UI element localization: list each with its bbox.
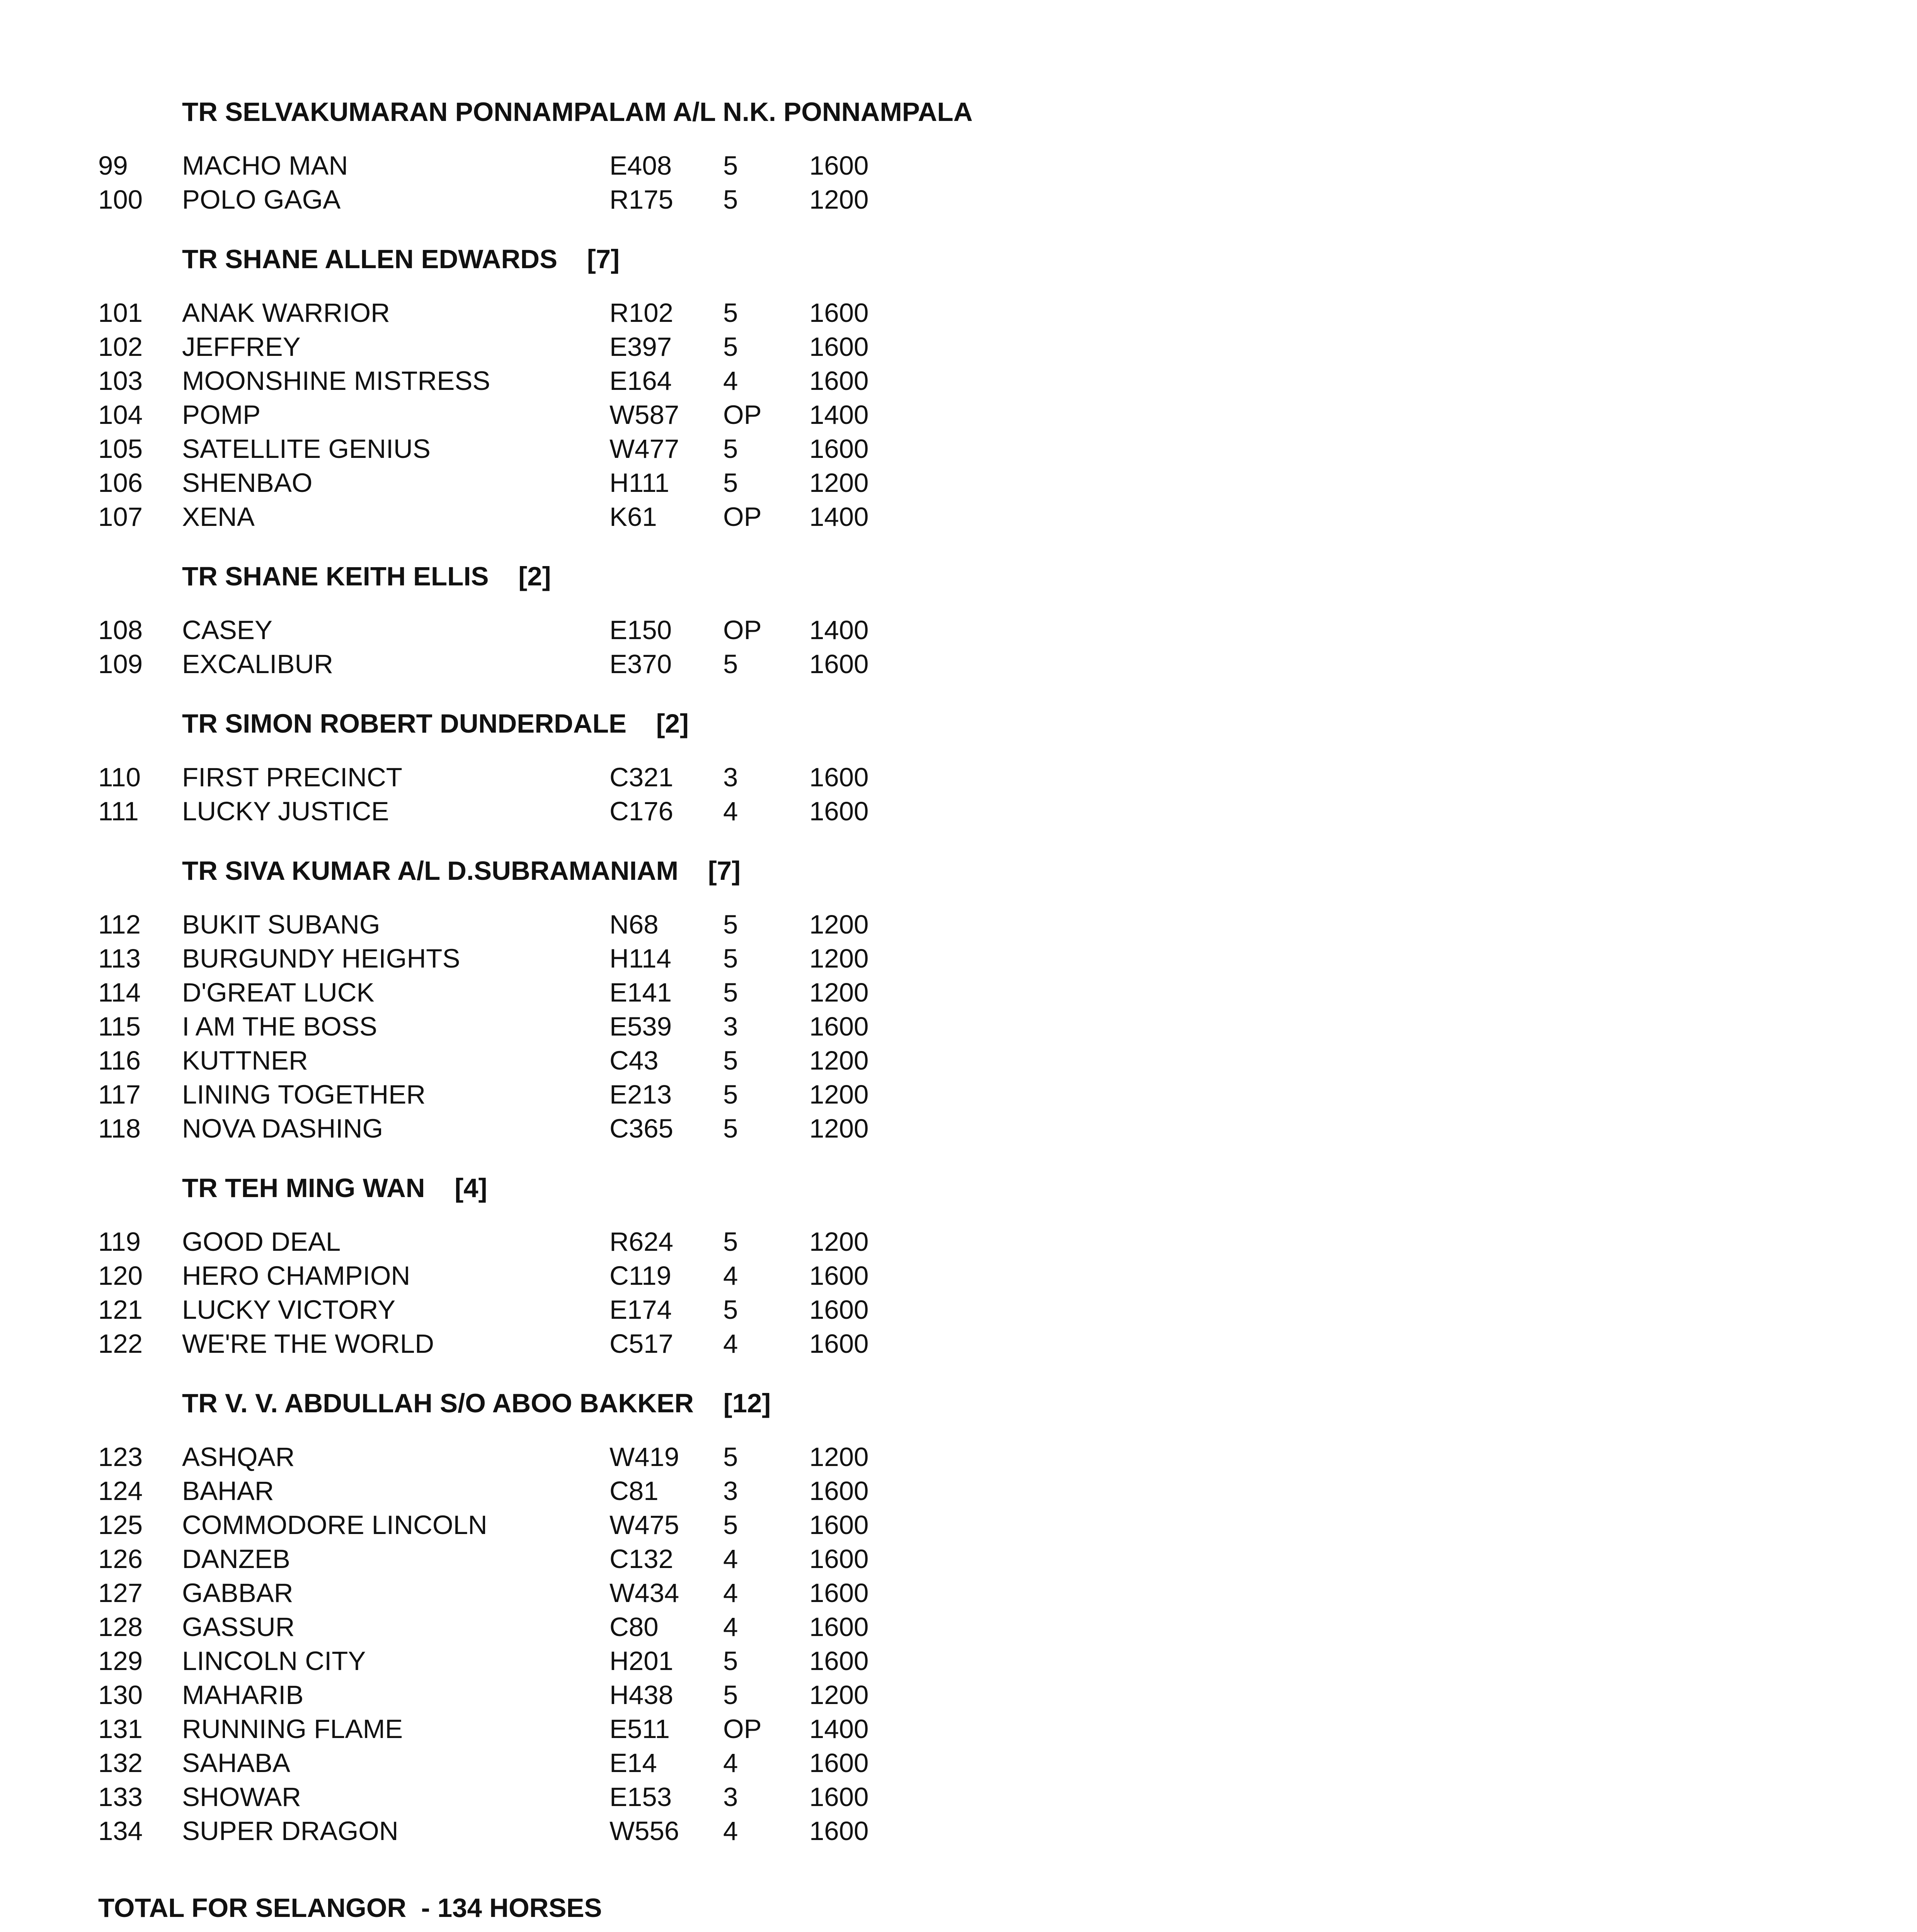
horse-class: 5 <box>723 1646 738 1676</box>
horse-code: H114 <box>609 944 671 973</box>
horse-code: C119 <box>609 1261 671 1291</box>
horse-code: W419 <box>609 1442 679 1472</box>
horse-name: GOOD DEAL <box>182 1227 341 1257</box>
horse-class: 3 <box>723 1476 738 1506</box>
horse-distance: 1600 <box>809 1510 869 1540</box>
horse-number: 134 <box>98 1816 143 1846</box>
horse-distance: 1200 <box>809 1114 869 1143</box>
horse-distance: 1600 <box>809 1295 869 1325</box>
horse-code: C43 <box>609 1046 659 1075</box>
horse-code: E153 <box>609 1782 672 1812</box>
horse-number: 107 <box>98 502 143 532</box>
horse-code: C321 <box>609 762 673 792</box>
horse-name: BURGUNDY HEIGHTS <box>182 944 460 973</box>
horse-number: 109 <box>98 649 143 679</box>
horse-distance: 1600 <box>809 1261 869 1291</box>
horse-name: GABBAR <box>182 1578 293 1608</box>
horse-number: 113 <box>98 944 141 973</box>
horse-class: 3 <box>723 1782 738 1812</box>
horse-name: LINCOLN CITY <box>182 1646 366 1676</box>
horse-name: LUCKY VICTORY <box>182 1295 396 1325</box>
horse-distance: 1200 <box>809 1680 869 1710</box>
horse-code: E397 <box>609 332 672 362</box>
horse-class: 5 <box>723 649 738 679</box>
horse-number: 116 <box>98 1046 141 1075</box>
horse-code: C80 <box>609 1612 659 1642</box>
horse-number: 120 <box>98 1261 143 1291</box>
horse-class: 5 <box>723 944 738 973</box>
trainer-heading: TR V. V. ABDULLAH S/O ABOO BAKKER [12] <box>182 1388 771 1418</box>
horse-distance: 1600 <box>809 1012 869 1041</box>
horse-distance: 1400 <box>809 1714 869 1744</box>
horse-distance: 1600 <box>809 796 869 826</box>
horse-number: 101 <box>98 298 143 328</box>
horse-distance: 1400 <box>809 400 869 430</box>
horse-code: E150 <box>609 615 672 645</box>
horse-distance: 1600 <box>809 298 869 328</box>
horse-code: W556 <box>609 1816 679 1846</box>
horse-number: 121 <box>98 1295 143 1325</box>
horse-class: 5 <box>723 298 738 328</box>
horse-number: 100 <box>98 185 143 214</box>
horse-code: E539 <box>609 1012 672 1041</box>
horse-class: 5 <box>723 1442 738 1472</box>
horse-number: 133 <box>98 1782 143 1812</box>
horse-number: 102 <box>98 332 143 362</box>
horse-name: JEFFREY <box>182 332 301 362</box>
horse-code: E141 <box>609 978 672 1007</box>
horse-distance: 1600 <box>809 1329 869 1359</box>
horse-name: MAHARIB <box>182 1680 304 1710</box>
horse-number: 119 <box>98 1227 141 1257</box>
total-summary: TOTAL FOR SELANGOR - 134 HORSES <box>98 1893 602 1923</box>
horse-name: FIRST PRECINCT <box>182 762 402 792</box>
horse-distance: 1200 <box>809 1080 869 1109</box>
horse-name: ASHQAR <box>182 1442 295 1472</box>
horse-distance: 1200 <box>809 1046 869 1075</box>
trainer-heading: TR SIVA KUMAR A/L D.SUBRAMANIAM [7] <box>182 856 741 886</box>
horse-class: 5 <box>723 1080 738 1109</box>
horse-class: 5 <box>723 185 738 214</box>
horse-number: 130 <box>98 1680 143 1710</box>
horse-code: W434 <box>609 1578 679 1608</box>
horse-class: 4 <box>723 1329 738 1359</box>
horse-distance: 1200 <box>809 1442 869 1472</box>
horse-name: SAHABA <box>182 1748 290 1778</box>
horse-name: COMMODORE LINCOLN <box>182 1510 487 1540</box>
horse-number: 114 <box>98 978 141 1007</box>
horse-name: SATELLITE GENIUS <box>182 434 431 464</box>
horse-name: KUTTNER <box>182 1046 308 1075</box>
horse-code: R175 <box>609 185 673 214</box>
horse-code: E511 <box>609 1714 670 1744</box>
trainer-heading: TR SHANE KEITH ELLIS [2] <box>182 561 551 591</box>
horse-class: 5 <box>723 1510 738 1540</box>
horse-code: W475 <box>609 1510 679 1540</box>
horse-distance: 1600 <box>809 366 869 396</box>
horse-name: SUPER DRAGON <box>182 1816 398 1846</box>
horse-name: RUNNING FLAME <box>182 1714 403 1744</box>
trainer-heading: TR SIMON ROBERT DUNDERDALE [2] <box>182 709 689 738</box>
horse-class: OP <box>723 1714 762 1744</box>
horse-name: BAHAR <box>182 1476 274 1506</box>
horse-class: 5 <box>723 151 738 180</box>
horse-distance: 1200 <box>809 185 869 214</box>
horse-code: C176 <box>609 796 673 826</box>
horse-class: 4 <box>723 366 738 396</box>
horse-distance: 1600 <box>809 1578 869 1608</box>
horse-distance: 1200 <box>809 944 869 973</box>
horse-name: BUKIT SUBANG <box>182 910 380 939</box>
horse-number: 124 <box>98 1476 143 1506</box>
horse-name: POLO GAGA <box>182 185 341 214</box>
horse-distance: 1600 <box>809 1816 869 1846</box>
horse-distance: 1600 <box>809 434 869 464</box>
horse-distance: 1200 <box>809 978 869 1007</box>
horse-number: 117 <box>98 1080 141 1109</box>
trainer-heading: TR SELVAKUMARAN PONNAMPALAM A/L N.K. PONNAMPALA <box>182 97 973 127</box>
horse-name: MACHO MAN <box>182 151 348 180</box>
horse-number: 99 <box>98 151 128 180</box>
horse-number: 125 <box>98 1510 143 1540</box>
horse-number: 123 <box>98 1442 143 1472</box>
trainer-heading: TR SHANE ALLEN EDWARDS [7] <box>182 244 620 274</box>
horse-number: 132 <box>98 1748 143 1778</box>
horse-distance: 1200 <box>809 468 869 498</box>
horse-code: W587 <box>609 400 679 430</box>
horse-name: LUCKY JUSTICE <box>182 796 389 826</box>
horse-code: E213 <box>609 1080 672 1109</box>
horse-class: OP <box>723 615 762 645</box>
horse-class: 5 <box>723 434 738 464</box>
horse-number: 115 <box>98 1012 141 1041</box>
horse-class: 5 <box>723 910 738 939</box>
horse-number: 112 <box>98 910 141 939</box>
horse-distance: 1600 <box>809 649 869 679</box>
horse-class: 4 <box>723 1578 738 1608</box>
horse-distance: 1600 <box>809 1646 869 1676</box>
horse-name: NOVA DASHING <box>182 1114 383 1143</box>
horse-number: 122 <box>98 1329 143 1359</box>
horse-class: 5 <box>723 1680 738 1710</box>
horse-number: 127 <box>98 1578 143 1608</box>
horse-distance: 1600 <box>809 151 869 180</box>
horse-name: WE'RE THE WORLD <box>182 1329 434 1359</box>
horse-code: W477 <box>609 434 679 464</box>
horse-distance: 1600 <box>809 1612 869 1642</box>
horse-number: 129 <box>98 1646 143 1676</box>
horse-name: DANZEB <box>182 1544 290 1574</box>
trainer-heading: TR TEH MING WAN [4] <box>182 1173 487 1203</box>
horse-class: OP <box>723 502 762 532</box>
horse-number: 128 <box>98 1612 143 1642</box>
horse-class: 3 <box>723 1012 738 1041</box>
horse-distance: 1600 <box>809 762 869 792</box>
horse-distance: 1600 <box>809 1476 869 1506</box>
horse-code: C81 <box>609 1476 659 1506</box>
horse-name: POMP <box>182 400 261 430</box>
horse-name: LINING TOGETHER <box>182 1080 426 1109</box>
horse-class: 4 <box>723 1816 738 1846</box>
horse-name: GASSUR <box>182 1612 295 1642</box>
horse-code: E164 <box>609 366 672 396</box>
horse-name: HERO CHAMPION <box>182 1261 410 1291</box>
horse-number: 111 <box>98 796 139 826</box>
horse-distance: 1400 <box>809 615 869 645</box>
horse-class: 5 <box>723 468 738 498</box>
horse-number: 110 <box>98 762 141 792</box>
horse-number: 104 <box>98 400 143 430</box>
horse-name: CASEY <box>182 615 272 645</box>
horse-name: I AM THE BOSS <box>182 1012 377 1041</box>
horse-code: C365 <box>609 1114 673 1143</box>
horse-number: 118 <box>98 1114 141 1143</box>
horse-distance: 1600 <box>809 332 869 362</box>
horse-class: 4 <box>723 1748 738 1778</box>
horse-number: 103 <box>98 366 143 396</box>
horse-number: 108 <box>98 615 143 645</box>
horse-class: 5 <box>723 1295 738 1325</box>
horse-number: 126 <box>98 1544 143 1574</box>
horse-class: 4 <box>723 1544 738 1574</box>
horse-distance: 1200 <box>809 910 869 939</box>
horse-name: D'GREAT LUCK <box>182 978 375 1007</box>
horse-class: 5 <box>723 978 738 1007</box>
horse-class: OP <box>723 400 762 430</box>
horse-code: E14 <box>609 1748 657 1778</box>
horse-name: MOONSHINE MISTRESS <box>182 366 490 396</box>
horse-code: R624 <box>609 1227 673 1257</box>
horse-class: 3 <box>723 762 738 792</box>
horse-code: N68 <box>609 910 659 939</box>
horse-distance: 1600 <box>809 1544 869 1574</box>
horse-name: ANAK WARRIOR <box>182 298 390 328</box>
horse-name: SHENBAO <box>182 468 313 498</box>
horse-name: XENA <box>182 502 255 532</box>
horse-code: E174 <box>609 1295 672 1325</box>
horse-code: K61 <box>609 502 657 532</box>
horse-class: 4 <box>723 1612 738 1642</box>
horse-class: 5 <box>723 332 738 362</box>
horse-class: 4 <box>723 1261 738 1291</box>
horse-name: EXCALIBUR <box>182 649 334 679</box>
horse-code: H438 <box>609 1680 673 1710</box>
horse-distance: 1400 <box>809 502 869 532</box>
horse-code: R102 <box>609 298 673 328</box>
horse-code: E408 <box>609 151 672 180</box>
horse-number: 131 <box>98 1714 143 1744</box>
horse-class: 5 <box>723 1227 738 1257</box>
horse-code: C517 <box>609 1329 673 1359</box>
horse-distance: 1600 <box>809 1782 869 1812</box>
horse-number: 106 <box>98 468 143 498</box>
horse-number: 105 <box>98 434 143 464</box>
horse-distance: 1200 <box>809 1227 869 1257</box>
horse-class: 5 <box>723 1046 738 1075</box>
horse-class: 4 <box>723 796 738 826</box>
horse-code: C132 <box>609 1544 673 1574</box>
horse-name: SHOWAR <box>182 1782 301 1812</box>
horse-distance: 1600 <box>809 1748 869 1778</box>
horse-class: 5 <box>723 1114 738 1143</box>
horse-code: E370 <box>609 649 672 679</box>
horse-code: H201 <box>609 1646 673 1676</box>
horse-code: H111 <box>609 468 669 498</box>
